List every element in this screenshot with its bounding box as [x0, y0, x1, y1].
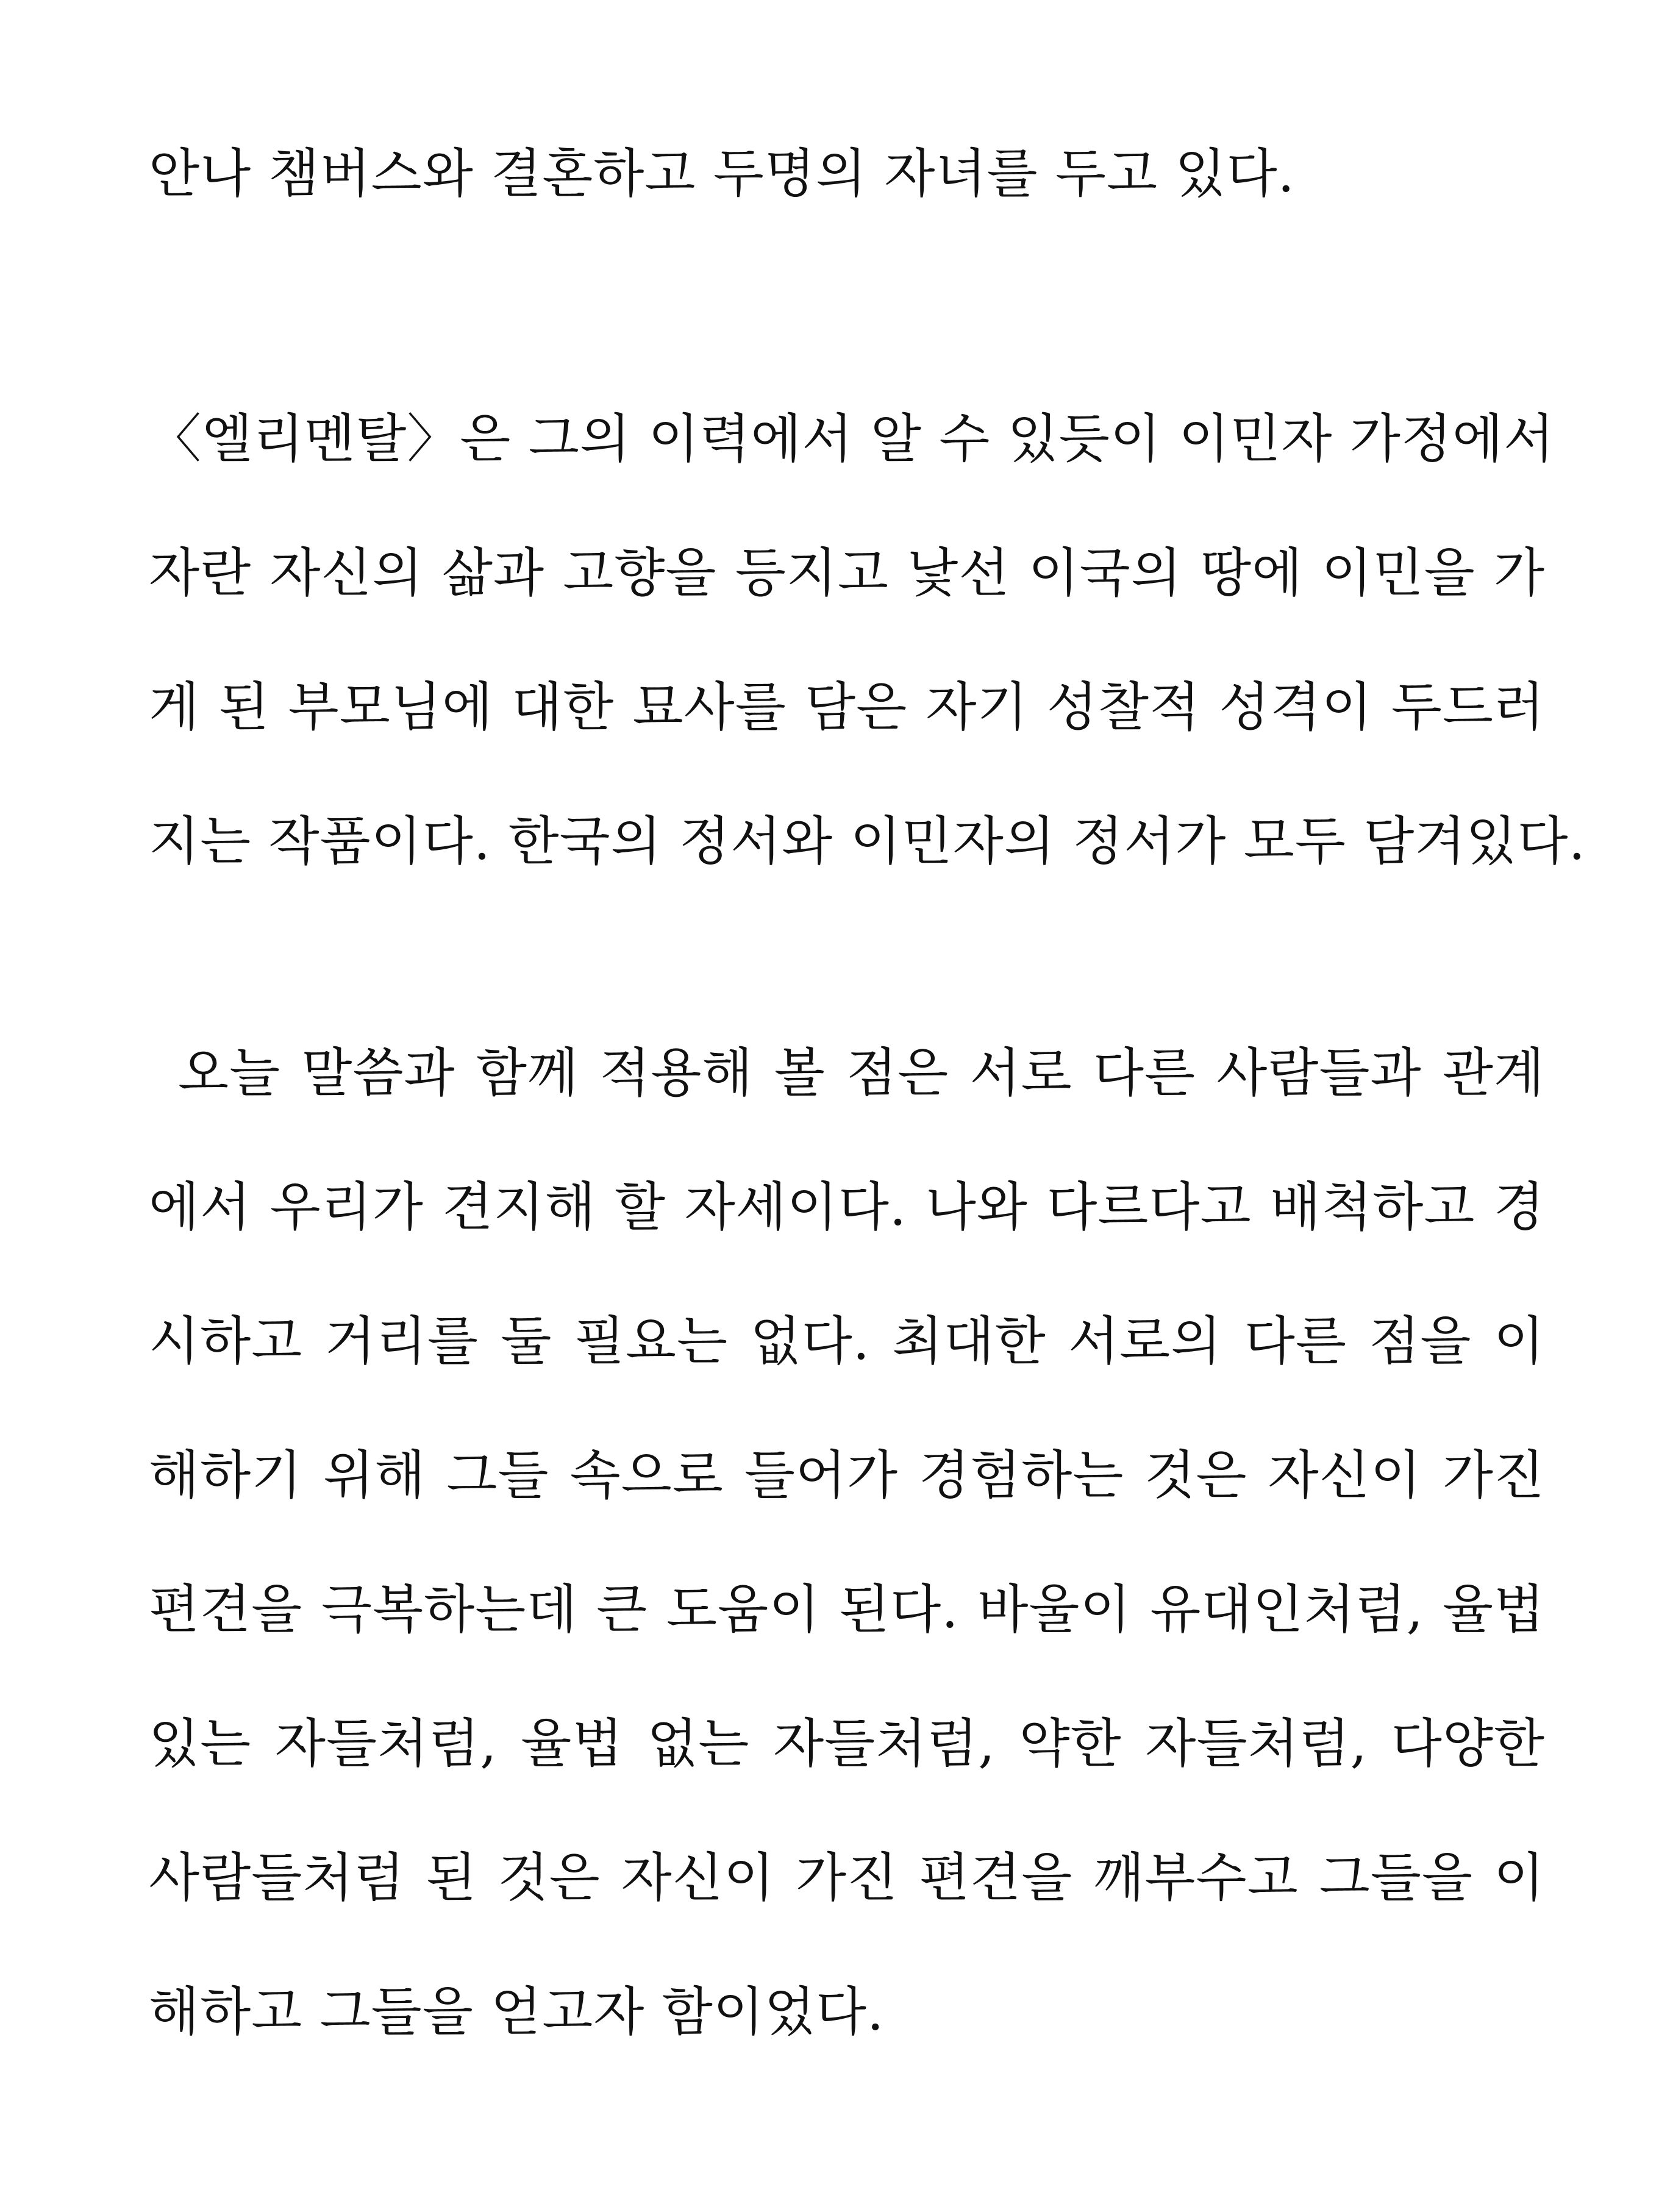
paragraph-3-line-8: 해하고 그들을 얻고자 함이었다. — [149, 1982, 885, 2043]
paragraph-3-line-2: 에서 우리가 견지해 할 자세이다. 나와 다르다고 배척하고 경 — [149, 1177, 1545, 1238]
paragraph-1-line-1: 안나 챔버스와 결혼하고 두명의 자녀를 두고 있다. — [149, 143, 1295, 204]
paragraph-3-line-3: 시하고 거리를 둘 필요는 없다. 최대한 서로의 다른 점을 이 — [149, 1311, 1545, 1372]
paragraph-3-line-5: 편견을 극복하는데 큰 도움이 된다. 바울이 유대인처럼, 율법 — [149, 1579, 1545, 1640]
paragraph-2-line-1: 〈엘리멘탈〉은 그의 이력에서 알 수 있듯이 이민자 가정에서 — [149, 409, 1555, 469]
paragraph-3-line-4: 해하기 위해 그들 속으로 들어가 경험하는 것은 자신이 가진 — [149, 1445, 1545, 1506]
paragraph-2-line-3: 게 된 부모님에 대한 묘사를 담은 자기 성찰적 성격이 두드러 — [149, 677, 1545, 738]
paragraph-3-line-6: 있는 자들처럼, 율법 없는 자들처럼, 약한 자들처럼, 다양한 — [149, 1713, 1545, 1774]
paragraph-2-line-2: 자란 자신의 삶과 고향을 등지고 낯선 이국의 땅에 이민을 가 — [149, 543, 1545, 604]
paragraph-3-line-7: 사람들처럼 된 것은 자신이 가진 편견을 깨부수고 그들을 이 — [149, 1847, 1545, 1908]
paragraph-3-line-1: 오늘 말씀과 함께 적용해 볼 점은 서로 다른 사람들과 관계 — [178, 1043, 1545, 1104]
paragraph-2-line-4: 지는 작품이다. 한국의 정서와 이민자의 정서가 모두 담겨있다. — [149, 811, 1586, 872]
